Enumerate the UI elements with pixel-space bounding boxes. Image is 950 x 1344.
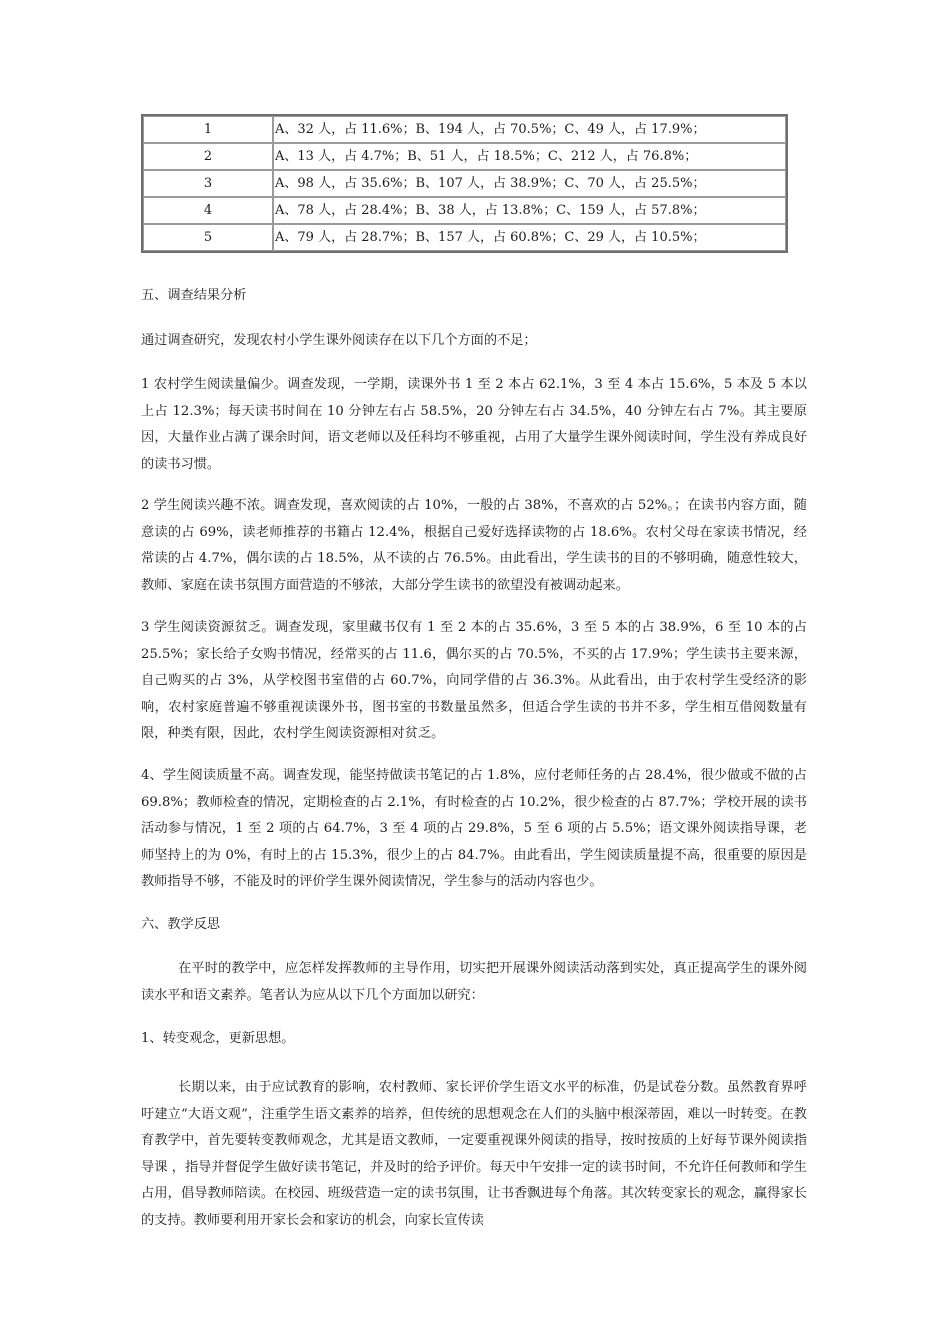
answer-distribution: A、13 人，占 4.7%；B、51 人，占 18.5%；C、212 人，占 76.8%； xyxy=(273,143,786,170)
table-row xyxy=(143,170,786,197)
question-number: 2 xyxy=(143,143,273,170)
question-number: 4 xyxy=(143,197,273,224)
analysis-point-1: 1 农村学生阅读量偏少。调查发现，一学期，读课外书 1 至 2 本占 62.1%，3 至 4 本占 15.6%，5 本及 5 本以上占 12.3%；每天读书时间在 10 分钟左右占 58.5%，20 分钟左右占 34.5%，40 分钟左右占 7%。其主要原因，大量作业占满了课余时间，语文老师以及任科均不够重视，占用了大量学生课外阅读时间，学生没有养成良好的读书习惯。 xyxy=(141,377,807,472)
section-heading-analysis: 五、调查结果分析 xyxy=(141,288,247,303)
answer-distribution: A、32 人，占 11.6%；B、194 人，占 70.5%；C、49 人，占 17.9%； xyxy=(273,116,786,143)
table-row xyxy=(143,197,786,224)
section-heading-reflection: 六、教学反思 xyxy=(141,917,221,932)
answer-distribution: A、78 人，占 28.4%；B、38 人，占 13.8%；C、159 人，占 57.8%； xyxy=(273,197,786,224)
question-number: 3 xyxy=(143,170,273,197)
reflection-paragraph-1: 长期以来，由于应试教育的影响，农村教师、家长评价学生语文水平的标准，仍是试卷分数。虽然教育界呼吁建立“大语文观”，注重学生语文素养的培养，但传统的思想观念在人们的头脑中根深蒂固，难以一时转变。在教育教学中，首先要转变教师观念，尤其是语文教师，一定要重视课外阅读的指导，按时按质的上好每节课外阅读指导课 ，指导并督促学生做好读书笔记，并及时的给予评价。每天中午安排一定的读书时间，不允许任何教师和学生占用，倡导教师陪读。在校园、班级营造一定的读书氛围，让书香飘进每个角落。其次转变家长的观念，赢得家长的支持。教师要利用开家长会和家访的机会，向家长宣传读 xyxy=(141,1080,807,1228)
survey-results-table xyxy=(141,114,788,253)
analysis-point-3: 3 学生阅读资源贫乏。调查发现，家里藏书仅有 1 至 2 本的占 35.6%，3 至 5 本的占 38.9%，6 至 10 本的占 25.5%；家长给子女购书情况，经常买的占 11.6，偶尔买的占 70.5%，不买的占 17.9%；学生读书主要来源，自己购买的占 3%，从学校图书室借的占 60.7%，向同学借的占 36.3%。从此看出，由于农村学生受经济的影响，农村家庭普遍不够重视读课外书，图书室的书数量虽然多，但适合学生读的书并不多，学生相互借阅数量有限，种类有限，因此，农村学生阅读资源相对贫乏。 xyxy=(141,620,807,741)
question-number: 1 xyxy=(143,116,273,143)
table-row xyxy=(143,224,786,251)
answer-distribution: A、98 人，占 35.6%；B、107 人，占 38.9%；C、70 人，占 25.5%； xyxy=(273,170,786,197)
reflection-intro-paragraph: 在平时的教学中，应怎样发挥教师的主导作用，切实把开展课外阅读活动落到实处，真正提高学生的课外阅读水平和语文素养。笔者认为应从以下几个方面加以研究： xyxy=(141,961,807,1003)
analysis-point-4: 4、学生阅读质量不高。调查发现，能坚持做读书笔记的占 1.8%，应付老师任务的占 28.4%，很少做或不做的占 69.8%；教师检查的情况，定期检查的占 2.1%，有时检查的占 10.2%，很少检查的占 87.7%；学校开展的读书活动参与情况，1 至 2 项的占 64.7%，3 至 4 项的占 29.8%，5 至 6 项的占 5.5%；语文课外阅读指导课，老师坚持上的为 0%，有时上的占 15.3%，很少上的占 84.7%。由此看出，学生阅读质量提不高，很重要的原因是教师指导不够，不能及时的评价学生课外阅读情况，学生参与的活动内容也少。 xyxy=(141,768,807,889)
table-row xyxy=(143,143,786,170)
subheading-change-concepts: 1、转变观念，更新思想。 xyxy=(141,1031,295,1046)
table-row xyxy=(143,116,786,143)
analysis-point-2: 2 学生阅读兴趣不浓。调查发现，喜欢阅读的占 10%，一般的占 38%，不喜欢的占 52%。；在读书内容方面，随意读的占 69%，读老师推荐的书籍占 12.4%，根据自己爱好选择读物的占 18.6%。农村父母在家读书情况，经常读的占 4.7%，偶尔读的占 18.5%，从不读的占 76.5%。由此看出，学生读书的目的不够明确，随意性较大，教师、家庭在读书氛围方面营造的不够浓，大部分学生读书的欲望没有被调动起来。 xyxy=(141,498,807,593)
analysis-intro-paragraph: 通过调查研究，发现农村小学生课外阅读存在以下几个方面的不足； xyxy=(141,333,537,348)
question-number: 5 xyxy=(143,224,273,251)
answer-distribution: A、79 人，占 28.7%；B、157 人，占 60.8%；C、29 人，占 10.5%； xyxy=(273,224,786,251)
